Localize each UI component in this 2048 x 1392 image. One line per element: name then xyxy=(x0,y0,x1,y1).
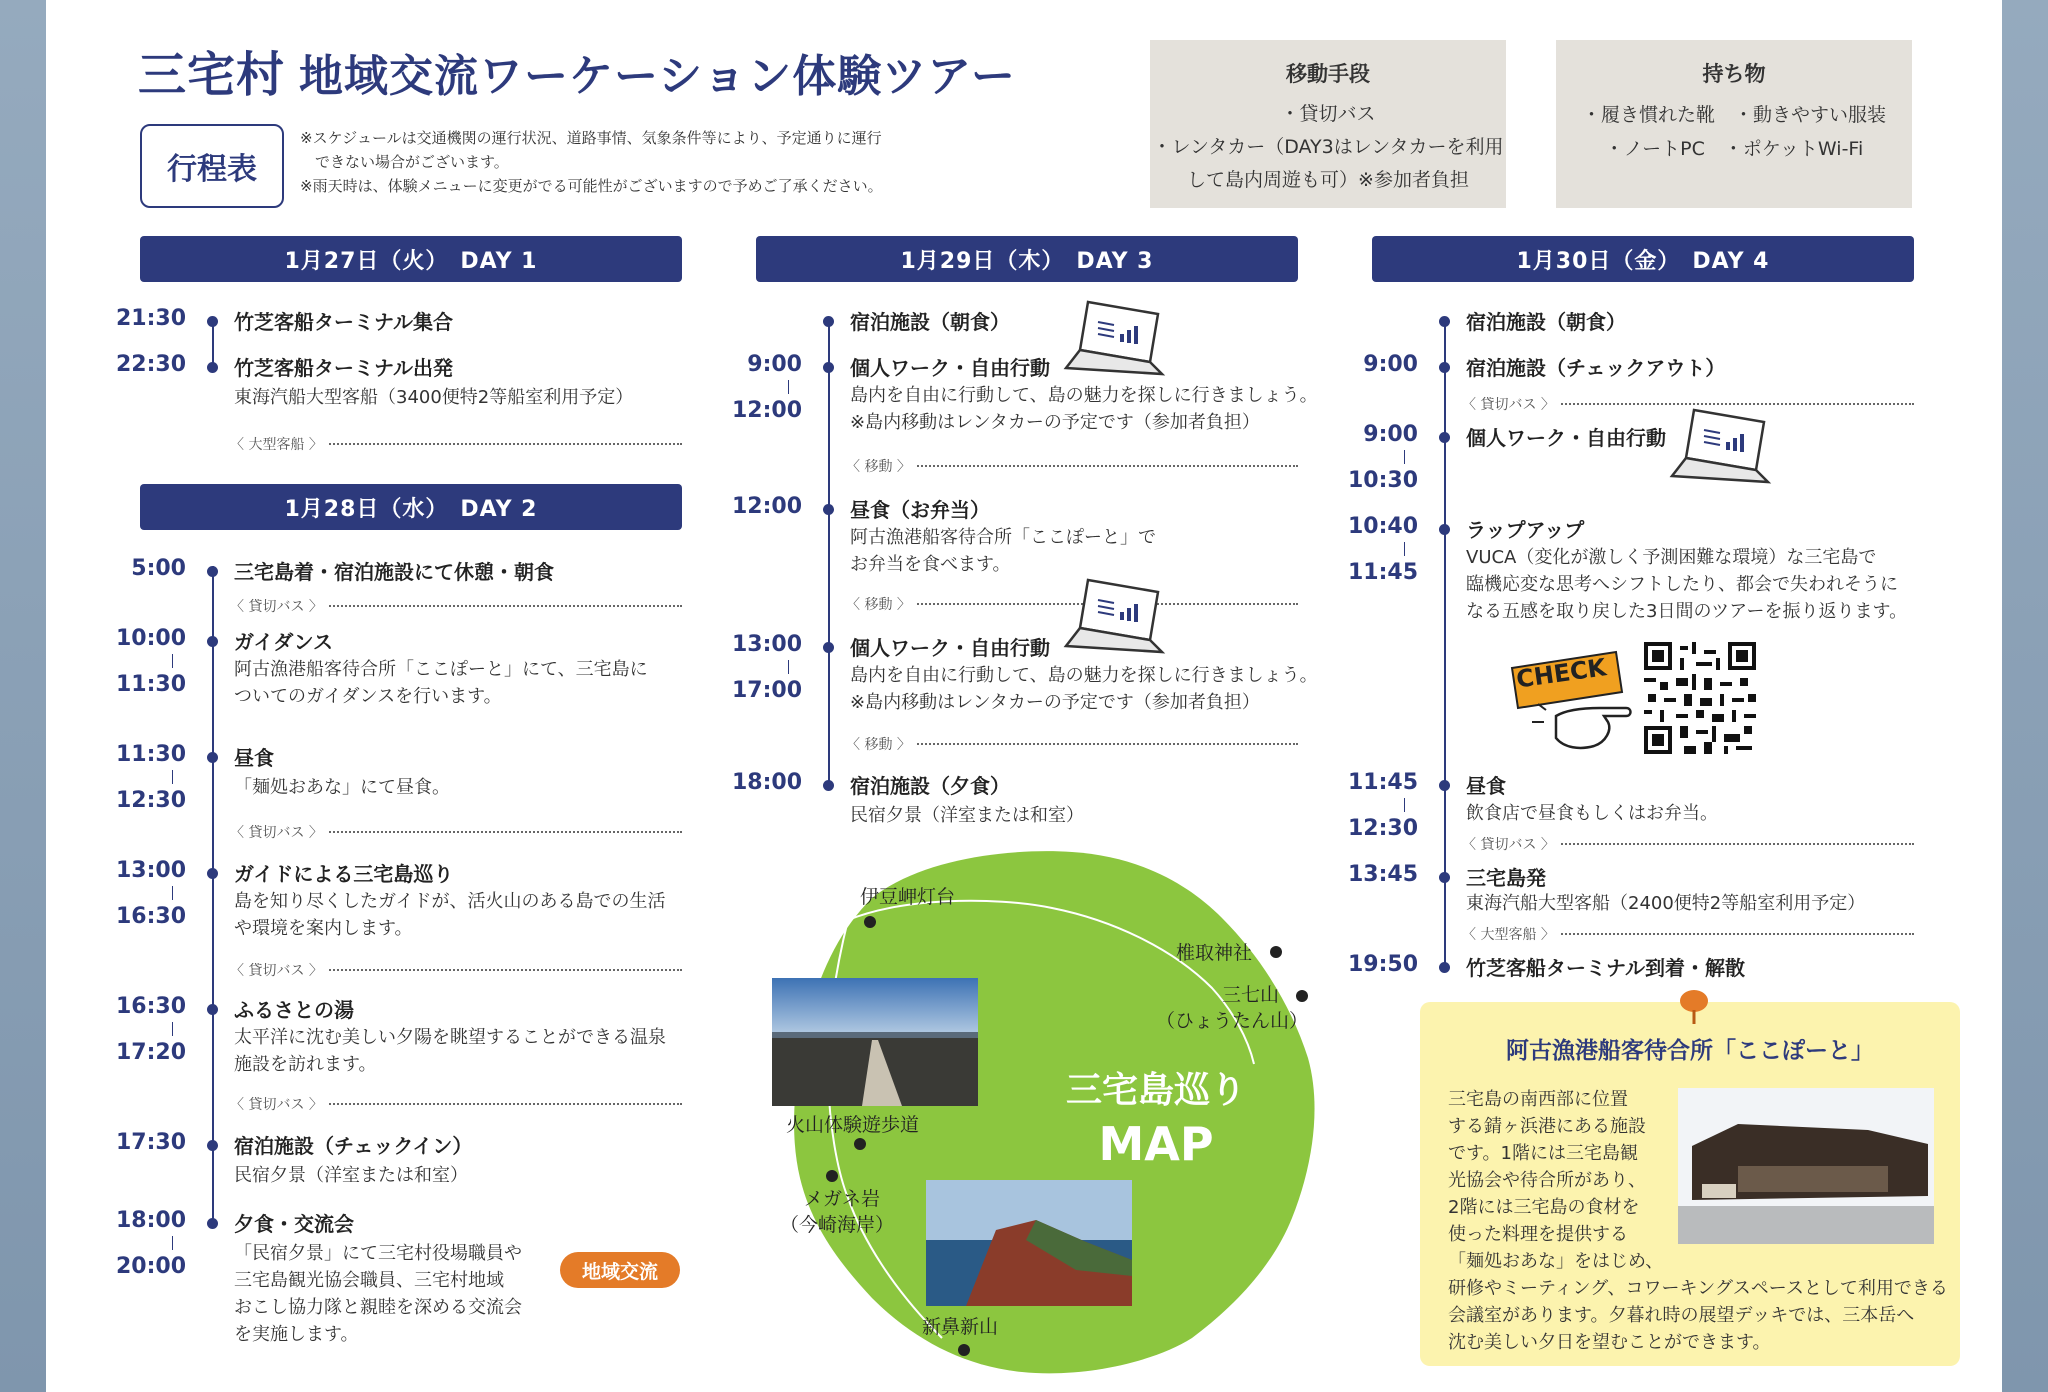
map-label-megane: メガネ岩 xyxy=(804,1188,881,1210)
day4-time: 9:00 xyxy=(1363,352,1418,377)
day2-time: 16:30 xyxy=(115,994,186,1019)
map-title-line1: 三宅島巡り xyxy=(1065,1070,1246,1111)
desc-line: 沈む美しい夕日を望むことができます。 xyxy=(1448,1332,1771,1353)
time-separator xyxy=(172,770,173,784)
day4-event-title: ラップアップ xyxy=(1466,518,1585,542)
desc-line: 太平洋に沈む美しい夕陽を眺望することができる温泉 xyxy=(234,1027,666,1048)
day2-time-end: 17:20 xyxy=(115,1040,186,1065)
day2-time: 11:30 xyxy=(115,742,186,767)
time-separator xyxy=(172,886,173,900)
day4-event-title: 宿泊施設（チェックアウト） xyxy=(1466,356,1726,380)
time-separator xyxy=(1404,450,1405,464)
map-label-shinbana: 新鼻新山 xyxy=(922,1316,999,1338)
timeline-dot xyxy=(207,1004,218,1015)
desc-line: 阿古漁港船客待合所「ここぽーと」で xyxy=(850,527,1156,548)
desc-line: 2階には三宅島の食材を xyxy=(1448,1197,1640,1218)
desc-line: 光協会や待合所があり、 xyxy=(1448,1170,1646,1191)
desc-line: 「民宿夕景」にて三宅村役場職員や xyxy=(234,1243,522,1264)
note-line: ※雨天時は、体験メニューに変更がでる可能性がございますので予めご了承ください。 xyxy=(300,177,883,195)
timeline-dot xyxy=(1439,962,1450,973)
day4-time: 10:40 xyxy=(1347,514,1418,539)
timeline-dot xyxy=(207,1140,218,1151)
day2-time-end: 20:00 xyxy=(115,1254,186,1279)
day2-event-title: ふるさとの湯 xyxy=(234,998,354,1022)
transport-label: 〈 大型客船 〉 xyxy=(230,437,327,453)
day2-event-title: 三宅島着・宿泊施設にて休憩・朝食 xyxy=(234,560,554,584)
map-location-dot xyxy=(1296,990,1308,1002)
timeline-dot xyxy=(823,504,834,515)
timeline-dot xyxy=(1439,780,1450,791)
timeline-dot xyxy=(207,752,218,763)
title-main: 地域交流ワーケーション体験ツアー xyxy=(299,51,1016,102)
day1-event-title: 竹芝客船ターミナル集合 xyxy=(234,310,453,334)
day2-timeline xyxy=(212,566,214,1222)
day3-timeline xyxy=(828,320,830,782)
check-label: CHECK xyxy=(1514,653,1608,694)
day2-time: 10:00 xyxy=(115,626,186,651)
transport-divider xyxy=(230,1094,682,1112)
transport-divider xyxy=(230,822,682,840)
desc-line: 臨機応変な思考へシフトしたり、都会で失われそうに xyxy=(1466,574,1898,595)
desc-line: する錆ヶ浜港にある施設 xyxy=(1448,1116,1646,1137)
map-label-izu: 伊豆岬灯台 xyxy=(860,886,956,908)
map-location-dot xyxy=(854,1138,866,1150)
day3-time: 18:00 xyxy=(731,770,802,795)
day3-event-desc xyxy=(850,382,1318,436)
transport-label: 〈 移動 〉 xyxy=(846,737,915,753)
timeline-dot xyxy=(207,566,218,577)
desc-line: 三宅島の南西部に位置 xyxy=(1448,1089,1628,1110)
kokoport-heading: 阿古漁港船客待合所「ここぽーと」 xyxy=(1506,1038,1874,1064)
kokoport-info-box xyxy=(1420,1002,1960,1366)
timeline-dot xyxy=(823,642,834,653)
timeline-dot xyxy=(207,316,218,327)
timeline-dot xyxy=(823,780,834,791)
day2-time: 13:00 xyxy=(115,858,186,883)
map-pin-icon xyxy=(1678,988,1710,1024)
timeline-dot xyxy=(1439,316,1450,327)
day2-event-title: 昼食 xyxy=(234,746,274,770)
day3-time-end: 12:00 xyxy=(731,398,802,423)
time-separator xyxy=(1404,542,1405,556)
day3-event-title: 宿泊施設（夕食） xyxy=(850,774,1010,798)
timeline-dot xyxy=(207,362,218,373)
timeline-dot xyxy=(1439,872,1450,883)
day2-event-title: ガイダンス xyxy=(234,630,333,654)
day4-time: 11:45 xyxy=(1347,770,1418,795)
day4-event-title: 個人ワーク・自由行動 xyxy=(1466,426,1666,450)
day2-event-title: 夕食・交流会 xyxy=(234,1212,354,1236)
laptop-icon xyxy=(1664,406,1774,492)
transport-divider xyxy=(1462,924,1914,942)
desc-line: 島内を自由に行動して、島の魅力を探しに行きましょう。 xyxy=(850,665,1318,686)
day2-event-desc xyxy=(234,1024,666,1078)
desc-line: ※島内移動はレンタカーの予定です（参加者負担） xyxy=(850,692,1260,713)
desc-line: 東海汽船大型客船（3400便特2等船室利用予定） xyxy=(234,387,634,408)
day1-event-title: 竹芝客船ターミナル出発 xyxy=(234,356,453,380)
day3-event-title: 昼食（お弁当） xyxy=(850,498,990,522)
day1-event-desc xyxy=(234,384,633,411)
schedule-notes xyxy=(300,126,1000,198)
day2-event-desc xyxy=(234,656,648,710)
day2-event-title: 宿泊施設（チェックイン） xyxy=(234,1134,473,1158)
transport-divider xyxy=(230,596,682,614)
exchange-tag: 地域交流 xyxy=(560,1252,680,1288)
day4-event-title: 昼食 xyxy=(1466,774,1506,798)
time-separator xyxy=(172,1236,173,1250)
transport-divider xyxy=(1462,834,1914,852)
desc-line: おこし協力隊と親睦を深める交流会 xyxy=(234,1297,522,1318)
page-title xyxy=(138,36,1016,105)
transport-label: 〈 貸切バス 〉 xyxy=(1462,837,1559,853)
volcano-trail-photo xyxy=(772,978,978,1106)
desc-line: を実施します。 xyxy=(234,1324,359,1345)
itinerary-badge: 行程表 xyxy=(140,124,284,208)
day4-event-desc xyxy=(1466,890,1865,917)
map-label-megane-sub: （今崎海岸） xyxy=(780,1214,895,1236)
day2-event-desc xyxy=(234,888,665,942)
map-location-dot xyxy=(864,916,876,928)
timeline-dot xyxy=(1439,432,1450,443)
transport-box xyxy=(1150,40,1506,208)
day4-time-end: 12:30 xyxy=(1347,816,1418,841)
time-separator xyxy=(788,380,789,394)
day4-event-desc xyxy=(1466,800,1718,827)
time-separator xyxy=(172,654,173,668)
time-separator xyxy=(788,660,789,674)
transport-heading: 移動手段 xyxy=(1286,62,1370,86)
desc-line: ついてのガイダンスを行います。 xyxy=(234,686,502,707)
timeline-dot xyxy=(1439,524,1450,535)
timeline-dot xyxy=(823,362,834,373)
desc-line: 「麺処おあな」にて昼食。 xyxy=(234,777,450,798)
transport-label: 〈 大型客船 〉 xyxy=(1462,927,1559,943)
day4-time: 9:00 xyxy=(1363,422,1418,447)
time-separator xyxy=(172,1022,173,1036)
day2-time: 17:30 xyxy=(115,1130,186,1155)
timeline-dot xyxy=(1439,362,1450,373)
day4-event-title: 宿泊施設（朝食） xyxy=(1466,310,1626,334)
day3-header: 1月29日（木） DAY 3 xyxy=(756,236,1298,282)
day3-event-desc xyxy=(850,524,1156,578)
day2-time-end: 12:30 xyxy=(115,788,186,813)
left-border xyxy=(0,0,46,1392)
note-line: できない場合がございます。 xyxy=(300,153,509,171)
desc-line: 民宿夕景（洋室または和室） xyxy=(850,805,1084,826)
desc-line: です。1階には三宅島観 xyxy=(1448,1143,1639,1164)
desc-line: 島を知り尽くしたガイドが、活火山のある島での生活 xyxy=(234,891,666,912)
desc-line: VUCA（変化が激しく予測困難な環境）な三宅島で xyxy=(1466,547,1877,568)
day1-header: 1月27日（火） DAY 1 xyxy=(140,236,682,282)
day2-event-title: ガイドによる三宅島巡り xyxy=(234,862,454,886)
desc-line: なる五感を取り戻した3日間のツアーを振り返ります。 xyxy=(1466,601,1908,622)
desc-line: 三宅島観光協会職員、三宅村地域 xyxy=(234,1270,504,1291)
day4-event-title: 竹芝客船ターミナル到着・解散 xyxy=(1466,956,1745,980)
day3-event-title: 宿泊施設（朝食） xyxy=(850,310,1010,334)
day4-time-end: 11:45 xyxy=(1347,560,1418,585)
day4-event-title: 三宅島発 xyxy=(1466,866,1546,890)
day2-time-end: 11:30 xyxy=(115,672,186,697)
transport-line: して島内周遊も可）※参加者負担 xyxy=(1187,169,1469,191)
day2-header: 1月28日（水） DAY 2 xyxy=(140,484,682,530)
day3-time: 13:00 xyxy=(731,632,802,657)
day1-time: 21:30 xyxy=(115,306,186,331)
day2-event-desc xyxy=(234,774,450,801)
day2-time-end: 16:30 xyxy=(115,904,186,929)
day2-time: 18:00 xyxy=(115,1208,186,1233)
map-location-dot xyxy=(826,1170,838,1182)
desc-line: 「麺処おあな」をはじめ、 xyxy=(1448,1251,1664,1272)
shinbana-photo xyxy=(926,1180,1132,1306)
day2-event-desc xyxy=(234,1240,522,1348)
desc-line: 飲食店で昼食もしくはお弁当。 xyxy=(1466,803,1718,824)
map-location-dot xyxy=(1270,946,1282,958)
map-label-shiitori: 椎取神社 xyxy=(1176,942,1253,964)
items-box xyxy=(1556,40,1912,208)
flyer-page xyxy=(46,0,2002,1392)
map-title xyxy=(1046,1062,1266,1171)
items-line: ・ノートPC ・ポケットWi-Fi xyxy=(1604,138,1864,160)
day3-time: 12:00 xyxy=(731,494,802,519)
transport-label: 〈 貸切バス 〉 xyxy=(230,963,327,979)
transport-line: ・レンタカー（DAY3はレンタカーを利用 xyxy=(1152,136,1504,158)
transport-label: 〈 移動 〉 xyxy=(846,597,915,613)
day3-event-title: 個人ワーク・自由行動 xyxy=(850,636,1050,660)
transport-line: ・貸切バス xyxy=(1280,103,1376,125)
transport-divider xyxy=(846,456,1298,474)
day4-event-desc xyxy=(1466,544,1907,625)
desc-line: 会議室があります。夕暮れ時の展望デッキでは、三本岳へ xyxy=(1448,1305,1915,1326)
transport-label: 〈 貸切バス 〉 xyxy=(230,1097,327,1113)
title-village: 三宅村 xyxy=(138,47,286,103)
day2-event-desc xyxy=(234,1162,468,1189)
qr-code[interactable] xyxy=(1644,642,1756,754)
desc-line: 民宿夕景（洋室または和室） xyxy=(234,1165,468,1186)
desc-line: 施設を訪れます。 xyxy=(234,1054,377,1075)
transport-label: 〈 移動 〉 xyxy=(846,459,915,475)
transport-label: 〈 貸切バス 〉 xyxy=(230,825,327,841)
day3-event-desc xyxy=(850,662,1318,716)
day1-time: 22:30 xyxy=(115,352,186,377)
desc-line: 東海汽船大型客船（2400便特2等船室利用予定） xyxy=(1466,893,1866,914)
desc-line: 研修やミーティング、コワーキングスペースとして利用できる xyxy=(1448,1278,1948,1299)
kokoport-description xyxy=(1448,1086,1948,1356)
map-label-kazan: 火山体験遊歩道 xyxy=(786,1114,920,1136)
laptop-icon xyxy=(1058,298,1168,384)
day3-event-desc xyxy=(850,802,1084,829)
desc-line: ※島内移動はレンタカーの予定です（参加者負担） xyxy=(850,412,1260,433)
day4-time-end: 10:30 xyxy=(1347,468,1418,493)
day3-time: 9:00 xyxy=(747,352,802,377)
day3-time-end: 17:00 xyxy=(731,678,802,703)
items-line: ・履き慣れた靴 ・動きやすい服装 xyxy=(1581,104,1886,126)
desc-line: お弁当を食べます。 xyxy=(850,554,1011,575)
map-label-sanshichi: 三七山 xyxy=(1222,984,1280,1006)
transport-label: 〈 貸切バス 〉 xyxy=(230,599,327,615)
day4-time: 13:45 xyxy=(1347,862,1418,887)
map-title-line2: MAP xyxy=(1098,1117,1214,1171)
day2-time: 5:00 xyxy=(131,556,186,581)
timeline-dot xyxy=(207,636,218,647)
desc-line: や環境を案内します。 xyxy=(234,918,413,939)
timeline-dot xyxy=(207,868,218,879)
desc-line: 島内を自由に行動して、島の魅力を探しに行きましょう。 xyxy=(850,385,1318,406)
day4-header: 1月30日（金） DAY 4 xyxy=(1372,236,1914,282)
desc-line: 阿古漁港船客待合所「ここぽーと」にて、三宅島に xyxy=(234,659,648,680)
transport-label: 〈 貸切バス 〉 xyxy=(1462,397,1559,413)
transport-divider xyxy=(846,734,1298,752)
day3-event-title: 個人ワーク・自由行動 xyxy=(850,356,1050,380)
right-border xyxy=(2002,0,2048,1392)
day4-timeline xyxy=(1444,320,1446,966)
laptop-icon xyxy=(1058,576,1168,662)
note-line: ※スケジュールは交通機関の運行状況、道路事情、気象条件等により、予定通りに運行 xyxy=(300,129,882,147)
time-separator xyxy=(1404,798,1405,812)
map-location-dot xyxy=(958,1344,970,1356)
timeline-dot xyxy=(823,316,834,327)
map-label-sanshichi-sub: （ひょうたん山） xyxy=(1156,1010,1309,1032)
items-heading: 持ち物 xyxy=(1702,62,1766,86)
transport-divider xyxy=(230,434,682,452)
desc-line: 使った料理を提供する xyxy=(1448,1224,1628,1245)
transport-divider xyxy=(230,960,682,978)
day4-time: 19:50 xyxy=(1347,952,1418,977)
timeline-dot xyxy=(207,1218,218,1229)
